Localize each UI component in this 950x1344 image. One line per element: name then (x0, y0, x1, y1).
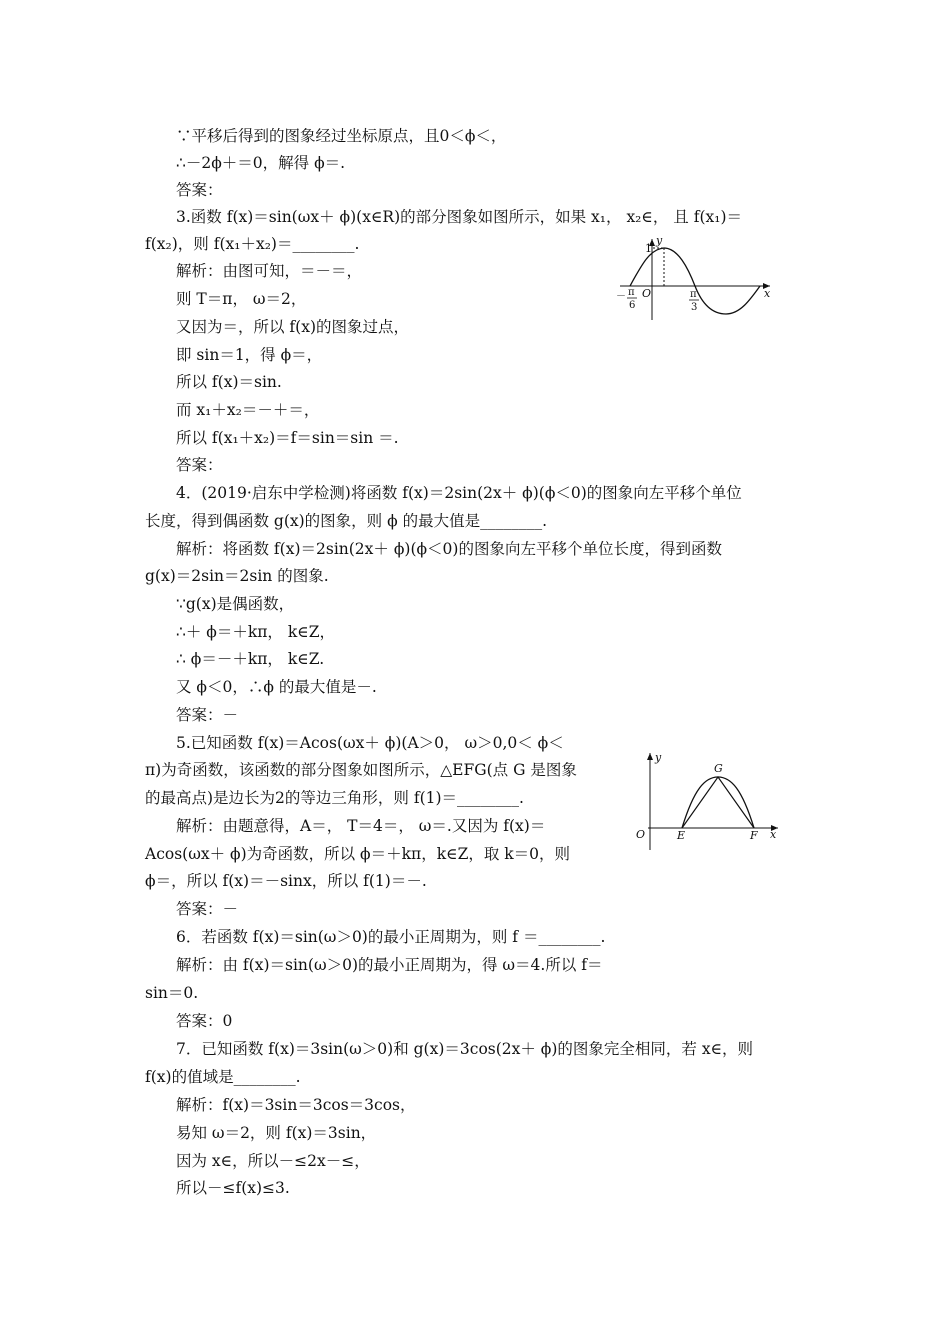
text-line: 长度，得到偶函数 g(x)的图象，则 ϕ 的最大值是________. (145, 512, 548, 530)
left-tick-denominator: 6 (629, 300, 636, 311)
vertex-g-label: G (714, 762, 723, 775)
x-axis-label: x (764, 287, 771, 300)
text-line: 解析：由题意得，A＝， T＝4＝， ω＝.又因为 f(x)＝ (176, 817, 546, 835)
text-line: 5.已知函数 f(x)＝Acos(ωx＋ ϕ)(A＞0， ω＞0,0＜ ϕ＜ (176, 734, 564, 752)
text-line: 答案：－ (176, 706, 239, 724)
text-line: Acos(ωx＋ ϕ)为奇函数，所以 ϕ＝＋kπ，k∈Z，取 k＝0，则 (145, 845, 571, 863)
text-line: 解析：由图可知，＝－＝， (176, 262, 363, 280)
text-line: 解析：f(x)＝3sin＝3cos＝3cos， (176, 1096, 416, 1114)
sine-graph-figure (612, 234, 782, 324)
vertex-e-label: E (677, 829, 686, 842)
text-line: 4．(2019·启东中学检测)将函数 f(x)＝2sin(2x＋ ϕ)(ϕ＜0)的图象向左平移个单位 (176, 484, 742, 502)
triangle-graph-figure (630, 747, 785, 852)
text-line: 解析：由 f(x)＝sin(ω＞0)的最小正周期为，得 ω＝4.所以 f＝ (176, 956, 603, 974)
peak-label: 1 (645, 242, 652, 255)
text-line: f(x₂)，则 f(x₁＋x₂)＝________. (145, 235, 360, 253)
text-line: 答案： (176, 456, 223, 474)
text-line: π)为奇函数，该函数的部分图象如图所示，△EFG(点 G 是图象 (145, 761, 577, 779)
text-line: sin＝0. (145, 984, 199, 1002)
text-line: ∵平移后得到的图象经过坐标原点，且0＜ϕ＜， (176, 127, 507, 145)
text-line: 6．若函数 f(x)＝sin(ω＞0)的最小正周期为，则 f ＝________. (176, 928, 606, 946)
text-line: ∴ ϕ＝－＋kπ， k∈Z. (176, 650, 325, 668)
text-line: 答案：－ (176, 900, 239, 918)
text-line: 所以－≤f(x)≤3. (176, 1179, 290, 1197)
origin-label: O (642, 287, 652, 300)
text-line: 所以 f(x)＝sin. (176, 373, 282, 391)
right-tick-denominator: 3 (691, 302, 698, 313)
text-line: g(x)＝2sin＝2sin 的图象. (145, 567, 329, 585)
text-line: 又因为＝，所以 f(x)的图象过点， (176, 318, 410, 336)
text-line: 的最高点)是边长为2的等边三角形，则 f(1)＝________. (145, 789, 524, 807)
left-tick-numerator: π (628, 287, 635, 298)
left-tick-sign: － (616, 291, 626, 302)
text-line: ∵g(x)是偶函数， (176, 595, 295, 613)
text-line: 7．已知函数 f(x)＝3sin(ω＞0)和 g(x)＝3cos(2x＋ ϕ)的图象完全相同，若 x∈，则 (176, 1040, 754, 1058)
text-line: 因为 x∈，所以－≤2x－≤， (176, 1152, 370, 1170)
x-axis-label: x (770, 828, 777, 841)
text-line: f(x)的值域是________. (145, 1068, 301, 1086)
text-line: 则 T＝π， ω＝2， (176, 290, 307, 308)
right-tick-numerator: π (690, 289, 697, 300)
origin-label: O (636, 828, 646, 841)
text-line: 又 ϕ＜0，∴ϕ 的最大值是－. (176, 678, 377, 696)
text-line: 3.函数 f(x)＝sin(ωx＋ ϕ)(x∈R)的部分图象如图所示，如果 x₁， x₂∈， 且 f(x₁)＝ (176, 208, 743, 226)
y-axis-label: y (656, 234, 663, 247)
text-line: 解析：将函数 f(x)＝2sin(2x＋ ϕ)(ϕ＜0)的图象向左平移个单位长度，得到函数 (176, 540, 722, 558)
text-line: ∴－2ϕ＋＝0，解得 ϕ＝. (176, 154, 346, 172)
vertex-f-label: F (750, 829, 758, 842)
text-line: 答案：0 (176, 1012, 233, 1030)
text-line: ∴＋ ϕ＝＋kπ， k∈Z， (176, 623, 335, 641)
text-line: 所以 f(x₁＋x₂)＝f＝sin＝sin ＝. (176, 429, 399, 447)
text-line: 即 sin＝1，得 ϕ＝， (176, 346, 323, 364)
text-line: 而 x₁＋x₂＝－＋＝， (176, 401, 320, 419)
text-line: ϕ＝，所以 f(x)＝－sinx，所以 f(1)＝－. (145, 872, 427, 890)
text-line: 答案： (176, 181, 223, 199)
text-line: 易知 ω＝2，则 f(x)＝3sin， (176, 1124, 377, 1142)
y-axis-label: y (655, 751, 662, 764)
